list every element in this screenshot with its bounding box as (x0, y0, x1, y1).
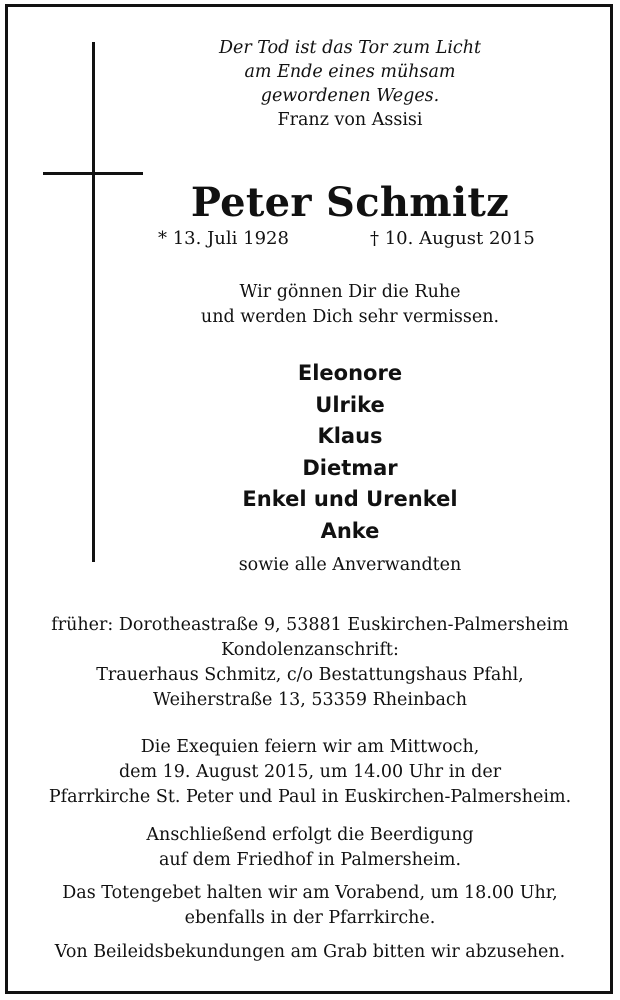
quote-author: Franz von Assisi (277, 110, 423, 130)
burial-line: auf dem Friedhof in Palmersheim. (158, 850, 462, 870)
farewell-line: und werden Dich sehr vermissen. (200, 307, 500, 327)
service-line: Pfarrkirche St. Peter und Paul in Euskirchen-Palmersheim. (48, 787, 572, 807)
farewell-text (170, 280, 530, 330)
former-address: früher: Dorotheastraße 9, 53881 Euskirchen-Palmersheim (51, 615, 569, 635)
service-line: Die Exequien feiern wir am Mittwoch, (140, 737, 480, 757)
mourner-name: Anke (320, 518, 380, 543)
death-date: † 10. August 2015 (370, 228, 535, 249)
quote-block (170, 36, 530, 132)
closing-note: Von Beileidsbekundungen am Grab bitten wir abzusehen. (54, 942, 566, 962)
mourner-name: Ulrike (315, 392, 385, 417)
condolence-address-line: Trauerhaus Schmitz, c/o Bestattungshaus Pfahl, (96, 665, 524, 685)
prayer-line: ebenfalls in der Pfarrkirche. (184, 908, 436, 928)
quote-line: gewordenen Weges. (260, 86, 440, 106)
prayer-line: Das Totengebet halten wir am Vorabend, um 18.00 Uhr, (62, 883, 558, 903)
farewell-line: Wir gönnen Dir die Ruhe (239, 282, 461, 302)
service-block (12, 735, 608, 810)
address-block (12, 613, 608, 713)
birth-date: * 13. Juli 1928 (158, 228, 289, 249)
deceased-name: Peter Schmitz (190, 179, 510, 226)
condolence-label: Kondolenzanschrift: (221, 640, 399, 660)
quote-line: Der Tod ist das Tor zum Licht (218, 38, 482, 58)
cross-vertical-bar (92, 42, 95, 562)
condolence-address-line: Weiherstraße 13, 53359 Rheinbach (153, 690, 467, 710)
service-line: dem 19. August 2015, um 14.00 Uhr in der (118, 762, 502, 782)
prayer-block (12, 881, 608, 931)
relatives-text: sowie alle Anverwandten (238, 555, 462, 575)
mourner-name: Eleonore (297, 361, 403, 385)
burial-line: Anschließend erfolgt die Beerdigung (146, 825, 474, 845)
mourner-name: Enkel und Urenkel (242, 487, 458, 511)
mourner-name: Dietmar (302, 455, 398, 480)
cross-horizontal-bar (43, 172, 143, 175)
mourners-list (170, 358, 530, 547)
quote-line: am Ende eines mühsam (244, 62, 456, 82)
mourner-name: Klaus (317, 424, 383, 448)
burial-block (12, 823, 608, 873)
